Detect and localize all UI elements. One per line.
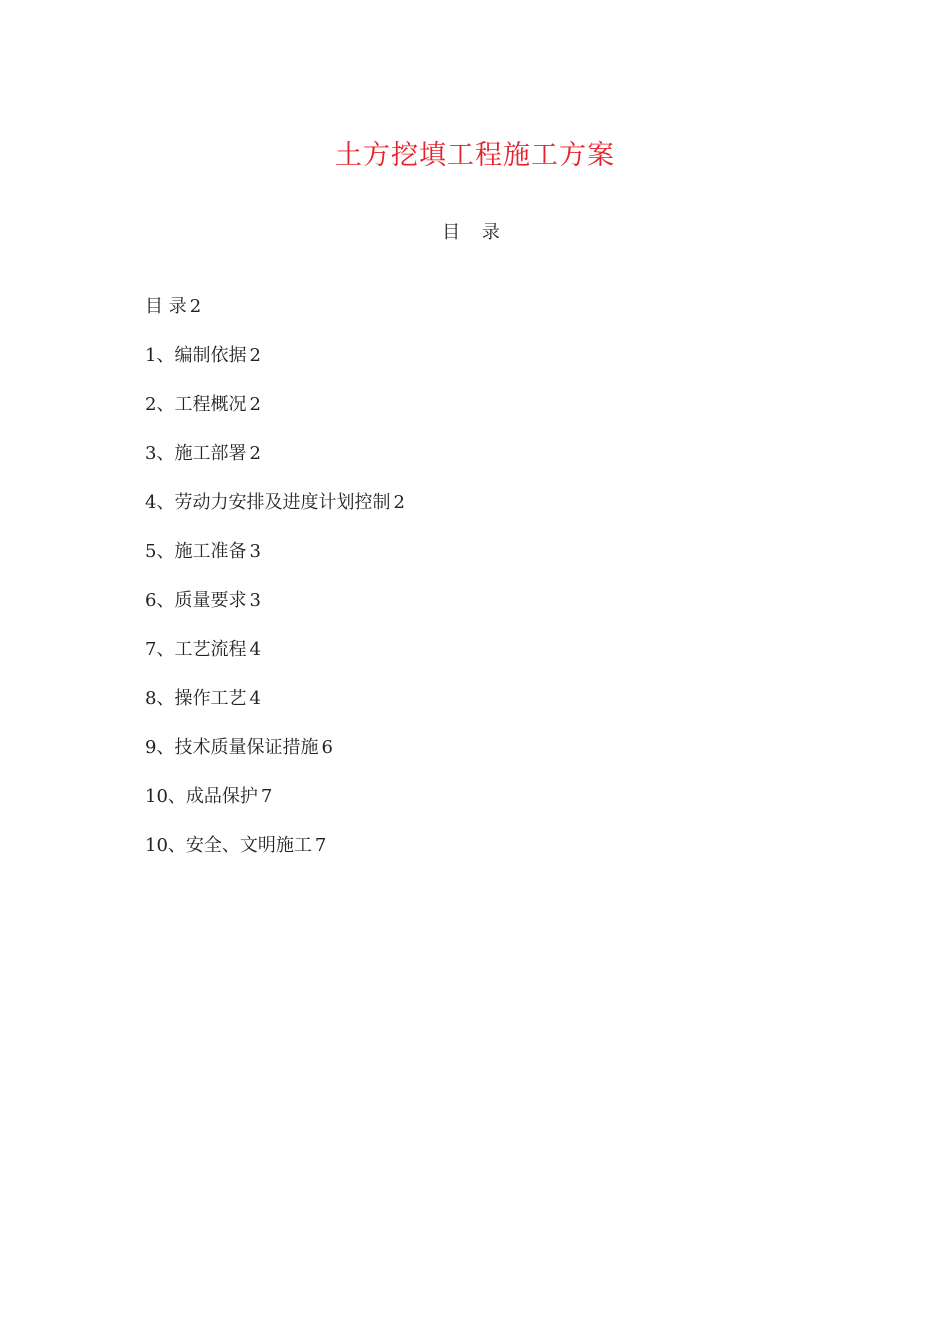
toc-entry-page: 2: [249, 443, 261, 464]
toc-entry[interactable]: [145, 637, 405, 686]
table-of-contents: [145, 294, 405, 882]
toc-entry-page: 3: [249, 590, 261, 611]
toc-entry[interactable]: [145, 784, 405, 833]
document-title: 土方挖填工程施工方案: [335, 140, 615, 171]
toc-entry-page: 4: [249, 688, 261, 709]
toc-entry[interactable]: [145, 539, 405, 588]
toc-entry-label: 5、施工准备: [145, 541, 247, 562]
toc-entry-label: 2、工程概况: [145, 394, 247, 415]
toc-entry[interactable]: [145, 735, 405, 784]
toc-entry[interactable]: [145, 833, 405, 882]
toc-entry-page: 7: [314, 835, 327, 856]
toc-entry[interactable]: [145, 294, 405, 343]
toc-entry-page: 7: [260, 786, 273, 807]
toc-entry-label: 10、成品保护: [145, 786, 258, 807]
toc-entry-label: 7、工艺流程: [145, 639, 247, 660]
toc-entry[interactable]: [145, 490, 405, 539]
toc-entry-label: 10、安全、文明施工: [145, 835, 312, 856]
toc-entry-label: 6、质量要求: [145, 590, 247, 611]
toc-entry-label: 1、编制依据: [145, 345, 247, 366]
toc-entry-page: 6: [321, 737, 333, 758]
toc-entry-label: 3、施工部署: [145, 443, 247, 464]
toc-entry-page: 2: [249, 394, 261, 415]
toc-entry[interactable]: [145, 392, 405, 441]
toc-entry[interactable]: [145, 588, 405, 637]
toc-entry-page: 4: [249, 639, 261, 660]
toc-entry-page: 2: [393, 492, 405, 513]
toc-entry-label: 4、劳动力安排及进度计划控制: [145, 492, 391, 513]
toc-entry-label: 8、操作工艺: [145, 688, 247, 709]
toc-entry[interactable]: [145, 441, 405, 490]
toc-entry[interactable]: [145, 343, 405, 392]
toc-entry-page: 2: [189, 296, 202, 317]
toc-entry-label: 目 录: [145, 296, 187, 317]
toc-heading: 目 录: [442, 222, 508, 243]
toc-entry-page: 3: [249, 541, 261, 562]
toc-entry-label: 9、技术质量保证措施: [145, 737, 319, 758]
toc-entry[interactable]: [145, 686, 405, 735]
toc-entry-page: 2: [249, 345, 261, 366]
